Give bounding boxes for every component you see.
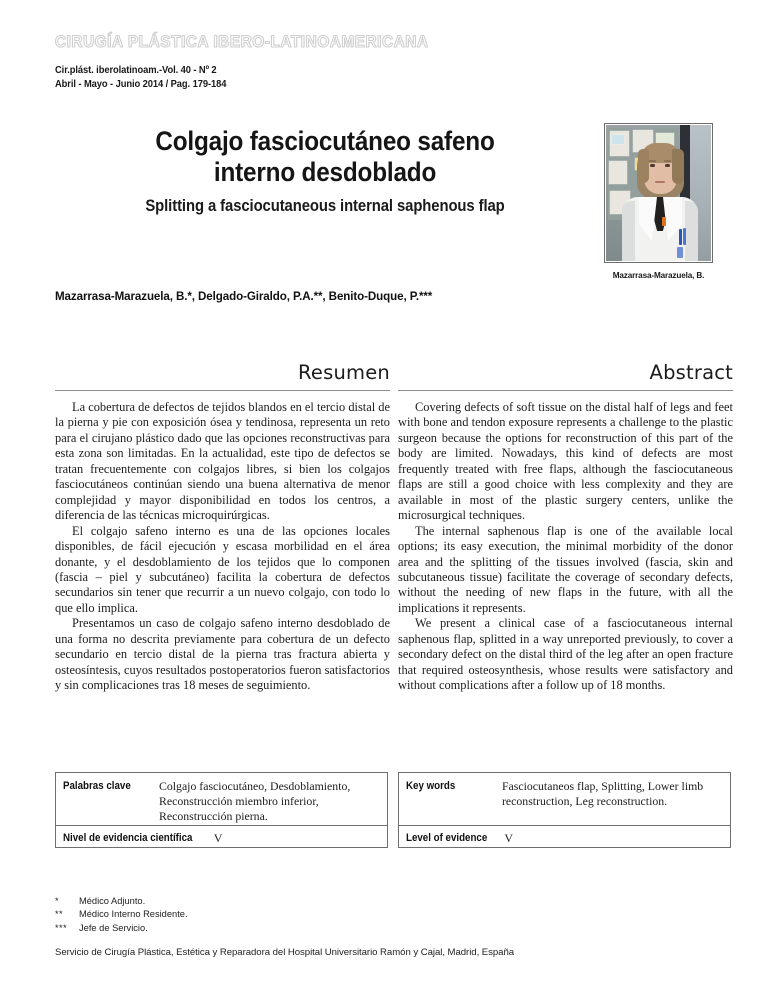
- photo-note-paper: [609, 161, 627, 184]
- resumen-column: [55, 362, 390, 694]
- footnote-row: [55, 922, 188, 935]
- portrait-eyebrow-right: [664, 160, 671, 162]
- abstract-rule: [398, 390, 733, 391]
- affiliation-line: Servicio de Cirugía Plástica, Estética y Reparadora del Hospital Universitario Ramón y Cajal, Madrid, España: [55, 947, 515, 958]
- resumen-paragraph: Presentamos un caso de colgajo safeno interno desdoblado de una forma no descrita previamente para cobertura de un defecto secundario en tercio distal de la pierna tras fractura abierta y osteosíntesis, cuyos resultados postoperatorios fueron satisfactorios y sin complicaciones tras 18 meses de seguimiento.: [55, 616, 390, 693]
- keywords-english-top: [399, 773, 730, 825]
- keywords-english-label: Key words: [406, 780, 456, 792]
- article-title-spanish: [96, 126, 555, 188]
- portrait-eye-left: [650, 164, 655, 167]
- abstract-column: [398, 362, 733, 694]
- abstract-heading: Abstract: [649, 361, 733, 384]
- abstract-paragraph: Covering defects of soft tissue on the distal half of legs and feet with bone and tendon exposure represents a challenge to the plastic surgeon because the options for reconstruction of this part of the body are limited. Nowadays, this kind of defects are most frequently treated with free flaps, although the fasciocutaneous flaps are still a good choice with less complexity and they are available in most of the plastic surgery centers, unlike the microsurgical techniques.: [398, 400, 733, 523]
- footnote-text: Jefe de Servicio.: [79, 922, 148, 933]
- footnote-row: [55, 908, 188, 921]
- evidence-level-english-label: Level of evidence: [406, 831, 488, 844]
- evidence-level-english-value: V: [504, 830, 513, 845]
- resumen-body: [55, 400, 390, 694]
- portrait-eyebrow-left: [649, 160, 656, 162]
- issue-volume-line: Cir.plást. iberolatinoam.-Vol. 40 - Nº 2: [55, 65, 217, 76]
- keywords-english-bottom: [399, 826, 730, 847]
- portrait-hair-right: [672, 149, 684, 184]
- author-portrait-block: [604, 123, 713, 280]
- resumen-paragraph: La cobertura de defectos de tejidos blandos en el tercio distal de la pierna y pie con exposición ósea y tendinosa, representa un reto para el cirujano plástico dado que las opciones reconstructivas para esta zona son limitadas. En la actualidad, este tipo de defectos se tratan frecuentemente con colgajos libres, si bien los colgajos fasciocutáneos continúan siendo una buena alternativa de menor complejidad y mayor disponibilidad en todos los centros, a diferencia de las técnicas microquirúrgicas.: [55, 400, 390, 523]
- article-title-block: [70, 126, 580, 216]
- portrait-lab-coat-shadow-right: [685, 201, 698, 261]
- keywords-spanish-bottom: [56, 826, 387, 847]
- evidence-level-spanish-value: V: [213, 830, 223, 845]
- footnote-text: Médico Interno Residente.: [79, 909, 188, 920]
- portrait-pocket-pen: [683, 228, 686, 245]
- portrait-frame: [604, 123, 713, 263]
- footnote-marker: **: [55, 909, 64, 920]
- author-list: Mazarrasa-Marazuela, B.*, Delgado-Giraldo, P.A.**, Benito-Duque, P.***: [55, 290, 433, 303]
- abstract-body: [398, 400, 733, 694]
- author-portrait-photo: [606, 125, 711, 261]
- keywords-box-english: [398, 772, 731, 848]
- abstract-paragraph: We present a clinical case of a fasciocutaneous internal saphenous flap, splitted in a way unreported previously, to cover a secondary defect on the distal third of the leg after an open fracture that required osteosynthesis, whose results were satisfactory and without complications after a follow up of 18 months.: [398, 616, 733, 693]
- evidence-level-spanish-label: Nivel de evidencia científica: [63, 831, 193, 844]
- footnote-marker: *: [55, 896, 60, 906]
- keywords-english-values: Fasciocutaneos flap, Splitting, Lower limb reconstruction, Leg reconstruction.: [502, 779, 704, 809]
- keywords-box-spanish: [55, 772, 388, 848]
- resumen-paragraph: El colgajo safeno interno es una de las opciones locales disponibles, de fácil ejecución y escasa morbilidad en el área donante, y el desdoblamiento de los tejidos que lo componen (fascia – piel y subcutáneo) facilita la cobertura de defectos secundarios sin tener que recurrir a un nuevo colgajo, con todo lo que ello implica.: [55, 523, 390, 615]
- article-title-spanish-line-2: interno desdoblado: [213, 157, 437, 187]
- article-title-english: Splitting a fasciocutaneous internal saphenous flap: [145, 197, 505, 215]
- resumen-heading: Resumen: [298, 361, 390, 384]
- abstract-paragraph: The internal saphenous flap is one of the available local options; its easy execution, the minimal morbidity of the donor area and the splitting of the tissues involved (fascia, skin and subcutaneous tissue) facilitate the coverage of secondary defects, without the needing of new flaps in the future, with all the implications it represents.: [398, 523, 733, 615]
- portrait-mouth: [655, 181, 665, 183]
- journal-masthead: CIRUGÍA PLÁSTICA IBERO-LATINOAMERICANA: [55, 33, 429, 51]
- portrait-id-badge: [677, 247, 683, 258]
- portrait-orange-accent: [662, 217, 666, 226]
- portrait-hair-left: [638, 149, 649, 183]
- portrait-lab-coat-shadow-left: [622, 201, 635, 261]
- portrait-eye-right: [665, 164, 670, 167]
- resumen-rule: [55, 390, 390, 391]
- footnote-text: Médico Adjunto.: [79, 896, 146, 906]
- portrait-pocket-pen: [679, 229, 682, 245]
- keywords-spanish-values: Colgajo fasciocutáneo, Desdoblamiento, Reconstrucción miembro inferior, Reconstrucción pierna.: [159, 779, 351, 824]
- issue-date-pages-line: Abril - Mayo - Junio 2014 / Pag. 179-184: [55, 79, 227, 90]
- footnote-row: [55, 895, 188, 908]
- article-title-spanish-line-1: Colgajo fasciocutáneo safeno: [155, 126, 495, 156]
- photo-note-paper: [612, 135, 624, 144]
- footnote-list: [55, 895, 188, 935]
- keywords-spanish-label: Palabras clave: [63, 780, 131, 792]
- footnote-marker: ***: [55, 922, 68, 933]
- portrait-caption: Mazarrasa-Marazuela, B.: [612, 270, 705, 280]
- keywords-spanish-top: [56, 773, 387, 825]
